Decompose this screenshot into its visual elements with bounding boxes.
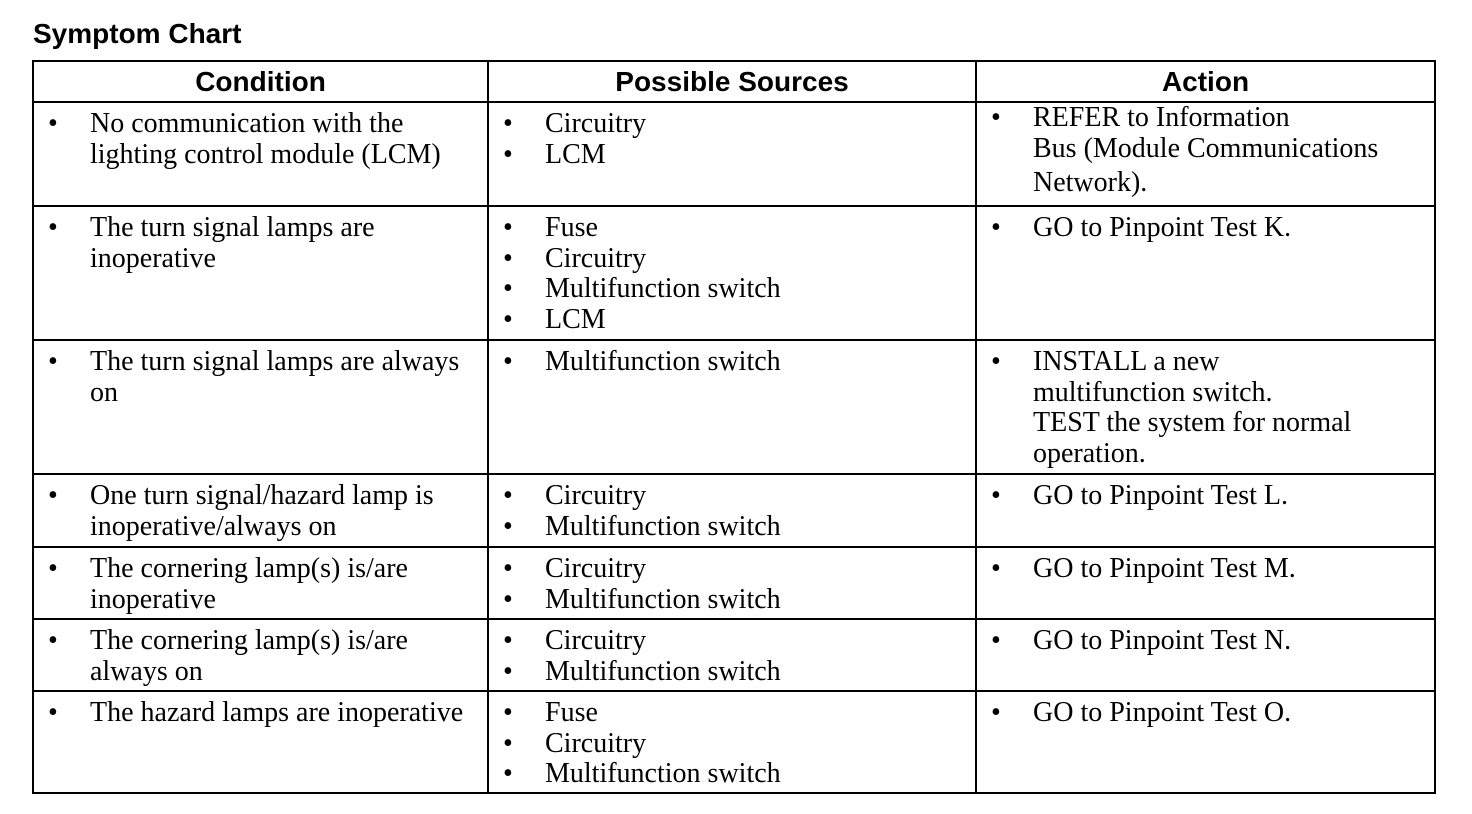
condition-cell xyxy=(33,102,488,206)
action-line: operation. xyxy=(1033,437,1146,469)
source-item: • Circuitry xyxy=(489,554,975,585)
action-item: • GO to Pinpoint Test M. xyxy=(977,554,1434,585)
action-line: TEST the system for normal xyxy=(1033,407,1352,438)
table-row xyxy=(33,340,1435,474)
action-cell xyxy=(976,340,1435,474)
table-header-row xyxy=(33,61,1435,102)
table-row xyxy=(33,102,1435,206)
source-item: • Multifunction switch xyxy=(489,585,975,616)
condition-item: • One turn signal/hazard lamp is inoperative/always on xyxy=(34,481,487,542)
header-possible-sources: Possible Sources xyxy=(488,61,976,102)
sources-cell xyxy=(488,691,976,793)
action-cell xyxy=(976,206,1435,340)
action-item: • GO to Pinpoint Test N. xyxy=(977,626,1434,657)
condition-item: • The turn signal lamps are always on xyxy=(34,347,487,408)
condition-cell xyxy=(33,206,488,340)
table-row xyxy=(33,547,1435,619)
action-item: • GO to Pinpoint Test L. xyxy=(977,481,1434,512)
chart-title: Symptom Chart xyxy=(33,18,242,49)
condition-cell xyxy=(33,547,488,619)
action-line: • INSTALL a new xyxy=(1033,346,1220,377)
sources-cell xyxy=(488,547,976,619)
table-row xyxy=(33,691,1435,793)
condition-item: • The hazard lamps are inoperative xyxy=(34,698,487,729)
action-line: Network). xyxy=(1033,167,1148,198)
source-item: • Fuse xyxy=(489,213,975,244)
action-line: Bus (Module Communications xyxy=(1033,132,1379,164)
source-item: • Circuitry xyxy=(489,626,975,657)
symptom-table xyxy=(32,60,1436,794)
condition-cell xyxy=(33,619,488,691)
table-row xyxy=(33,474,1435,547)
action-cell xyxy=(976,102,1435,206)
action-cell xyxy=(976,474,1435,547)
condition-item: • The cornering lamp(s) is/are always on xyxy=(34,626,487,687)
sources-cell xyxy=(488,206,976,340)
header-condition: Condition xyxy=(33,61,488,102)
action-item: • GO to Pinpoint Test O. xyxy=(977,698,1434,729)
condition-cell xyxy=(33,340,488,474)
source-item: • Multifunction switch xyxy=(489,512,975,543)
source-item: • Multifunction switch xyxy=(489,657,975,688)
action-cell xyxy=(976,619,1435,691)
source-item: • Multifunction switch xyxy=(489,274,975,305)
sources-cell xyxy=(488,340,976,474)
action-line: multifunction switch. xyxy=(1033,376,1273,408)
table-row xyxy=(33,206,1435,340)
source-item: • Multifunction switch xyxy=(489,759,975,790)
source-item: • Circuitry xyxy=(489,244,975,275)
sources-cell xyxy=(488,474,976,547)
condition-cell xyxy=(33,691,488,793)
condition-item: • No communication with the lighting control module (LCM) xyxy=(34,109,487,170)
source-item: • Circuitry xyxy=(489,109,975,140)
condition-item: • The turn signal lamps are inoperative xyxy=(34,213,487,274)
source-item: • LCM xyxy=(489,305,975,336)
sources-cell xyxy=(488,102,976,206)
action-cell xyxy=(976,691,1435,793)
condition-cell xyxy=(33,474,488,547)
table-row xyxy=(33,619,1435,691)
action-cell xyxy=(976,547,1435,619)
action-item xyxy=(977,347,1434,469)
source-item: • Circuitry xyxy=(489,729,975,760)
source-item: • LCM xyxy=(489,140,975,171)
header-action: Action xyxy=(976,61,1435,102)
action-item xyxy=(977,103,1434,199)
source-item: • Multifunction switch xyxy=(489,347,975,378)
source-item: • Fuse xyxy=(489,698,975,729)
action-line: • REFER to Information xyxy=(1033,102,1290,133)
condition-item: • The cornering lamp(s) is/are inoperative xyxy=(34,554,487,615)
action-item: • GO to Pinpoint Test K. xyxy=(977,213,1434,244)
source-item: • Circuitry xyxy=(489,481,975,512)
sources-cell xyxy=(488,619,976,691)
